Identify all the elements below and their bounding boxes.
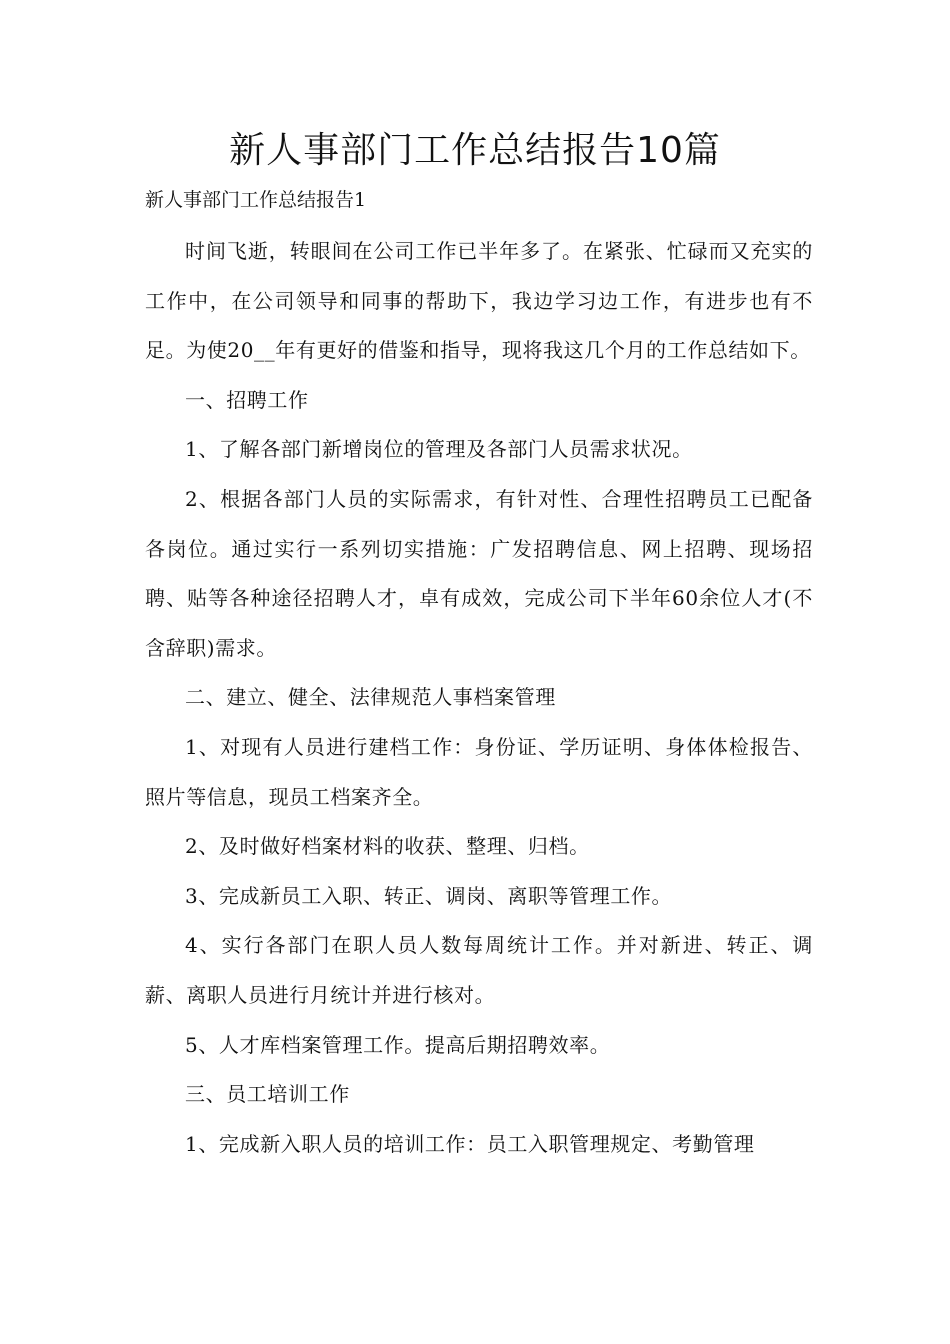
paragraph: 2、根据各部门人员的实际需求，有针对性、合理性招聘员工已配备各岗位。通过实行一系列切实措施：广发招聘信息、网上招聘、现场招聘、贴等各种途径招聘人才，卓有成效，完成公司下半年60余位人才(不含辞职)需求。 bbox=[145, 486, 813, 660]
paragraph: 4、实行各部门在职人员人数每周统计工作。并对新进、转正、调薪、离职人员进行月统计并进行核对。 bbox=[145, 933, 813, 1007]
paragraph: 5、人才库档案管理工作。提高后期招聘效率。 bbox=[185, 1032, 611, 1057]
paragraph: 3、完成新员工入职、转正、调岗、离职等管理工作。 bbox=[185, 883, 673, 908]
document-subtitle: 新人事部门工作总结报告1 bbox=[145, 189, 367, 211]
paragraph: 1、对现有人员进行建档工作：身份证、学历证明、身体体检报告、照片等信息，现员工档案齐全。 bbox=[145, 734, 813, 809]
paragraph: 1、完成新入职人员的培训工作：员工入职管理规定、考勤管理 bbox=[185, 1131, 755, 1156]
section-heading-training: 三、员工培训工作 bbox=[185, 1082, 350, 1107]
paragraph: 2、及时做好档案材料的收获、整理、归档。 bbox=[185, 834, 590, 859]
document-body bbox=[145, 227, 813, 1169]
paragraph-intro: 时间飞逝，转眼间在公司工作已半年多了。在紧张、忙碌而又充实的工作中，在公司领导和同事的帮助下，我边学习边工作，有进步也有不足。为使20__年有更好的借鉴和指导，现将我这几个月的工作总结如下。 bbox=[145, 239, 813, 363]
section-heading-recruitment: 一、招聘工作 bbox=[185, 387, 309, 412]
section-heading-archives: 二、建立、健全、法律规范人事档案管理 bbox=[185, 685, 556, 710]
document-title: 新人事部门工作总结报告10篇 bbox=[229, 130, 721, 171]
paragraph: 1、了解各部门新增岗位的管理及各部门人员需求状况。 bbox=[185, 437, 693, 462]
